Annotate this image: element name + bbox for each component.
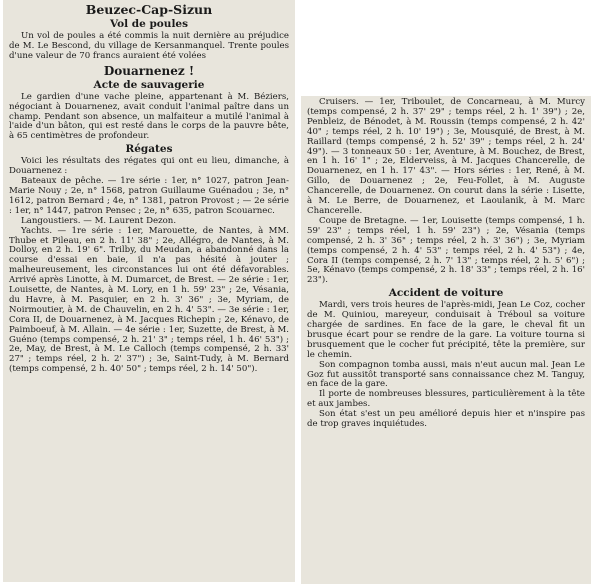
regates-bateaux-de-peche: Bateaux de pêche. — 1re série : 1er, n° 1027, patron Jean-Marie Nouy ; 2e, n° 1568, patron Guillaume Guénadou ; 3e, n° 1612, patron Bernard ; 4e, n° 1381, patron Provost ; — 2e série : 1er, n° 1447, patron Pensec ; 2e, n° 635, patron Scouarnec. bbox=[9, 176, 289, 216]
article-vol-de-poules: Un vol de poules a été commis la nuit dernière au préjudice de M. Le Bescond, du village de Kersanmanquel. Trente poules d'une valeur de 70 francs auraient été volées bbox=[9, 31, 289, 61]
title-regates: Régates bbox=[125, 143, 173, 156]
accident-paragraph-1: Mardi, vers trois heures de l'après-midi, Jean Le Coz, cocher de M. Quiniou, mareyeur, conduisait à Tréboul sa voiture chargée de sardines. En face de la gare, le cheval fit un brusque écart pour se rendre de la gare. La voiture tourna si brusquement que le cocher fut précipité, tête la première, sur le chemin. bbox=[307, 300, 585, 360]
regates-coupe-de-bretagne: Coupe de Bretagne. — 1er, Louisette (temps compensé, 1 h. 59' 23" ; temps réel, 1 h. 59' 23") ; 2e, Vésania (temps compensé, 2 h. 3' 36" ; temps réel, 2 h. 3' 36") ; 3e, Myriam (temps compensé, 2 h. 4' 53" ; temps réel, 2 h. 4' 53") ; 4e, Cora II (temps compensé, 2 h. 7' 13" ; temps réel, 2 h. 5' 6") ; 5e, Kénavo (temps compensé, 2 h. 18' 33" ; temps réel, 2 h. 16' 23"). bbox=[307, 215, 585, 286]
right-column bbox=[301, 96, 591, 584]
heading-douarnenez: Douarnenez ! bbox=[103, 63, 195, 78]
left-column bbox=[3, 0, 295, 582]
regates-langoustiers: Langoustiers. — M. Laurent Dezon. bbox=[21, 215, 177, 226]
accident-paragraph-4: Son état s'est un peu amélioré depuis hier et n'inspire pas de trop graves inquiétudes. bbox=[307, 409, 585, 430]
regates-cruisers: Cruisers. — 1er, Triboulet, de Concarneau, à M. Murcy (temps compensé, 2 h. 37' 29" ; temps réel, 2 h. 1' 39") ; 2e, Penbleiz, de Bénodet, à M. Roussin (temps compensé, 2 h. 42' 40" ; temps réel, 2 h. 10' 19") ; 3e, Mousquié, de Brest, à M. Raillard (temps compensé, 2 h. 52' 39" ; temps réel, 2 h. 24' 49"). — 3 tonneaux 50 : 1er, Aventure, à M. Bouchez, de Brest, en 1 h. 16' 1" ; 2e, Elderveiss, à M. Jacques Chancerelle, de Douarnenez, en 1 h. 17' 43". — Hors séries : 1er, René, à M. Gillo, de Douarnenez ; 2e, Feu-Follet, à M. Auguste Chancerelle, de Douarnenez. On courut dans la série : Lisette, à M. Le Berre, de Douarnenez, et Laoulanik, à M. Marc Chancerelle. bbox=[307, 97, 585, 216]
accident-paragraph-3: Il porte de nombreuses blessures, particulièrement à la tête et aux jambes. bbox=[307, 389, 585, 410]
accident-paragraph-2: Son compagnon tomba aussi, mais n'eut aucun mal. Jean Le Goz fut aussitôt transporté sans connaissance chez M. Tanguy, en face de la gare. bbox=[307, 359, 585, 390]
title-accident-de-voiture: Accident de voiture bbox=[388, 287, 504, 300]
regates-yachts: Yachts. — 1re série : 1er, Marouette, de Nantes, à MM. Thube et Pileau, en 2 h. 11' 38" ; 2e, Allégro, de Nantes, à M. Dolloy, en 2 h. 19' 6". Trilby, du Meudan, a abandonné dans la course d'essai en baie, il n'a pas hésité à jouter ; malheureusement, les circonstances lui ont été défavorables. Arrivé après Linotte, à M. Dumarcet, de Brest. — 2e série : 1er, Louisette, de Nantes, à M. Lory, en 1 h. 59' 23" ; 2e, Vésania, du Havre, à M. Pasquier, en 2 h. 3' 36" ; 3e, Myriam, de Noirmoutier, à M. de Chauvelin, en 2 h. 4' 53". — 3e série : 1er, Cora II, de Douarnenez, à M. Jacques Richepin ; 2e, Kénavo, de Paimboeuf, à M. Allain. — 4e série : 1er, Suzette, de Brest, à M. Guéno (temps compensé, 2 h. 21' 3" ; temps réel, 1 h. 46' 53") ; 2e, May, de Brest, à M. Le Calloch (temps compensé, 2 h. 33' 27" ; temps réel, 2 h. 2' 37") ; 3e, Saint-Tudy, à M. Bernard (temps compensé, 2 h. 40' 50" ; temps réel, 2 h. 14' 50"). bbox=[9, 225, 289, 375]
title-vol-de-poules: Vol de poules bbox=[109, 18, 189, 30]
title-acte-de-sauvagerie: Acte de sauvagerie bbox=[93, 78, 205, 91]
heading-beuzec-cap-sizun: Beuzec-Cap-Sizun bbox=[85, 2, 213, 17]
article-acte-de-sauvagerie: Le gardien d'une vache pleine, appartenant à M. Béziers, négociant à Douarnenez, avait conduit l'animal paître dans un champ. Pendant son absence, un malfaiteur a mutilé l'animal à l'aide d'un bâton, qui est resté dans le corps de la pauvre bête, à 65 centimètres de profondeur. bbox=[9, 91, 289, 142]
regates-intro: Voici les résultats des régates qui ont eu lieu, dimanche, à Douarnenez : bbox=[9, 156, 289, 177]
